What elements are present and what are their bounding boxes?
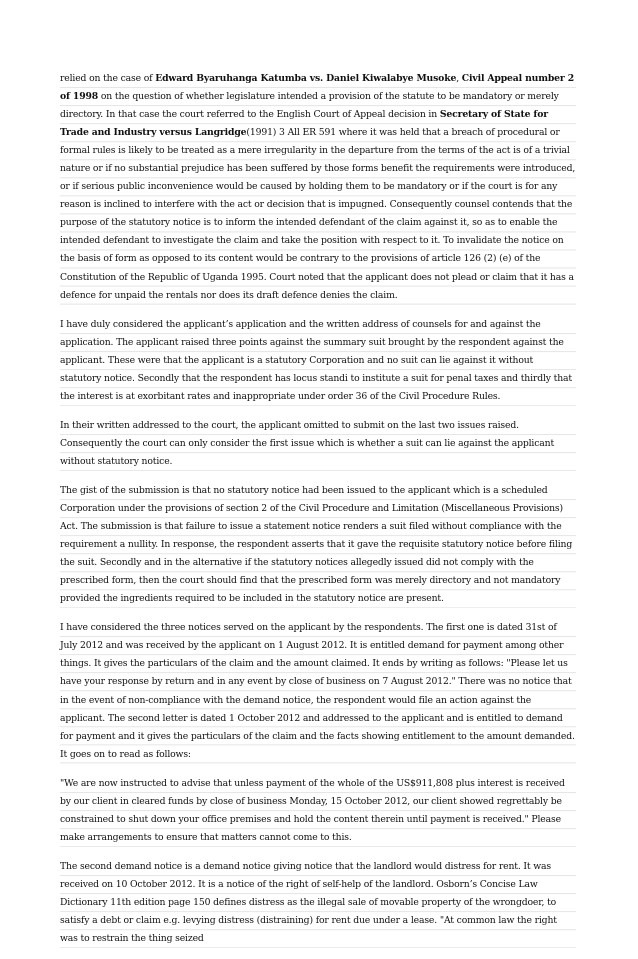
paragraph-text: I have duly considered the applicant’s application and the written address of counsels for and against the application. The applicant raised three points against the summary suit brought by the respondent against the applicant. These were that the applicant is a statutory Corporation and no suit can lie against it without statutory notice. Secondly that the respondent has locus standi to institute a suit for penal taxes and thirdly that the interest is at exorbitant rates and inappropriate under order 36 of the Civil Procedure Rules.: [60, 318, 572, 402]
paragraph-text: (1991) 3 All ER 591 where it was held that a breach of procedural or formal rules is likely to be treated as a mere irregularity in the departure from the terms of the act is of a trivial nature or if no substantial prejudice has been suffered by those forms benefit the requirements were introduced, or if serious public inconvenience would be caused by holding them to be mandatory or if the court is for any reason is inclined to interfere with the act or decision that is impugned. Consequently counsel contends that the purpose of the statutory notice is to inform the intended defendant of the claim against it, so as to enable the intended defendant to investigate the claim and take the position with respect to it. To invalidate the notice on the basis of form as opposed to its content would be contrary to the provisions of article 126 (2) (e) of the Constitution of the Republic of Uganda 1995. Court noted that the applicant does not plead or claim that it has a defence for unpaid the rentals nor does its draft defence denies the claim.: [60, 127, 576, 301]
paragraph-text: The gist of the submission is that no statutory notice had been issued to the applicant which is a scheduled Corporation under the provisions of section 2 of the Civil Procedure and Limitation (Miscellaneous Provisions) Act. The submission is that failure to issue a statement notice renders a suit filed without compliance with the requirement a nullity. In response, the respondent asserts that it gave the requisite statutory notice before filing the suit. Secondly and in the alternative if the statutory notices allegedly issued did not comply with the prescribed form, then the court should find that the prescribed form was merely directory and not mandatory provided the ingredients required to be included in the statutory notice are present.: [60, 484, 573, 605]
paragraph-text: The second demand notice is a demand notice giving notice that the landlord would distress for rent. It was received on 10 October 2012. It is a notice of the right of self-help of the landlord. Osborn’s Concise Law Dictionary 11th edition page 150 defines distress as the illegal sale of movable property of the wrongdoer, to satisfy a debt or claim e.g. levying distress (distraining) for rent due under a lease. "At common law the right was to restrain the thing seized: [60, 860, 557, 945]
paragraph: [60, 482, 576, 608]
paragraph: [60, 316, 576, 406]
case-citation: Edward Byaruhanga Katumba vs. Daniel Kiwalabye Musoke: [155, 73, 457, 84]
paragraph: [60, 858, 576, 948]
case-citation: Civil Appeal number 2 of 1998: [60, 73, 574, 103]
paragraph: [60, 775, 576, 847]
paragraph-text: ,: [456, 73, 462, 84]
paragraph: [60, 417, 576, 471]
paragraph: [60, 619, 576, 763]
paragraph: [60, 70, 576, 305]
paragraph-text: on the question of whether legislature intended a provision of the statute to be mandatory or merely directory. In that case the court referred to the English Court of Appeal decision in: [60, 91, 559, 121]
paragraph-text: In their written addressed to the court, the applicant omitted to submit on the last two issues raised. Consequently the court can only consider the first issue which is whether a suit can lie against the applicant without statutory notice.: [60, 419, 555, 467]
paragraph-text: "We are now instructed to advise that unless payment of the whole of the US$911,808 plus interest is received by our client in cleared funds by close of business Monday, 15 October 2012, our client showed regrettably be constrained to shut down your office premises and hold the content therein until payment is received." Please make arrangements to ensure that matters cannot come to this.: [60, 777, 565, 843]
case-citation: Secretary of State for Trade and Industry versus Langridge: [60, 109, 548, 139]
paragraph-text: relied on the case of: [60, 73, 156, 84]
paragraph-text: I have considered the three notices served on the applicant by the respondents. The first one is dated 31st of July 2012 and was received by the applicant on 1 August 2012. It is entitled demand for payment among other things. It gives the particulars of the claim and the amount claimed. It ends by writing as follows: "Please let us have your response by return and in any event by close of business on 7 August 2012." There was no notice that in the event of non-compliance with the demand notice, the respondent would file an action against the applicant. The second letter is dated 1 October 2012 and addressed to the applicant and is entitled to demand for payment and it gives the particulars of the claim and the facts showing entitlement to the amount demanded. It goes on to read as follows:: [60, 622, 575, 760]
